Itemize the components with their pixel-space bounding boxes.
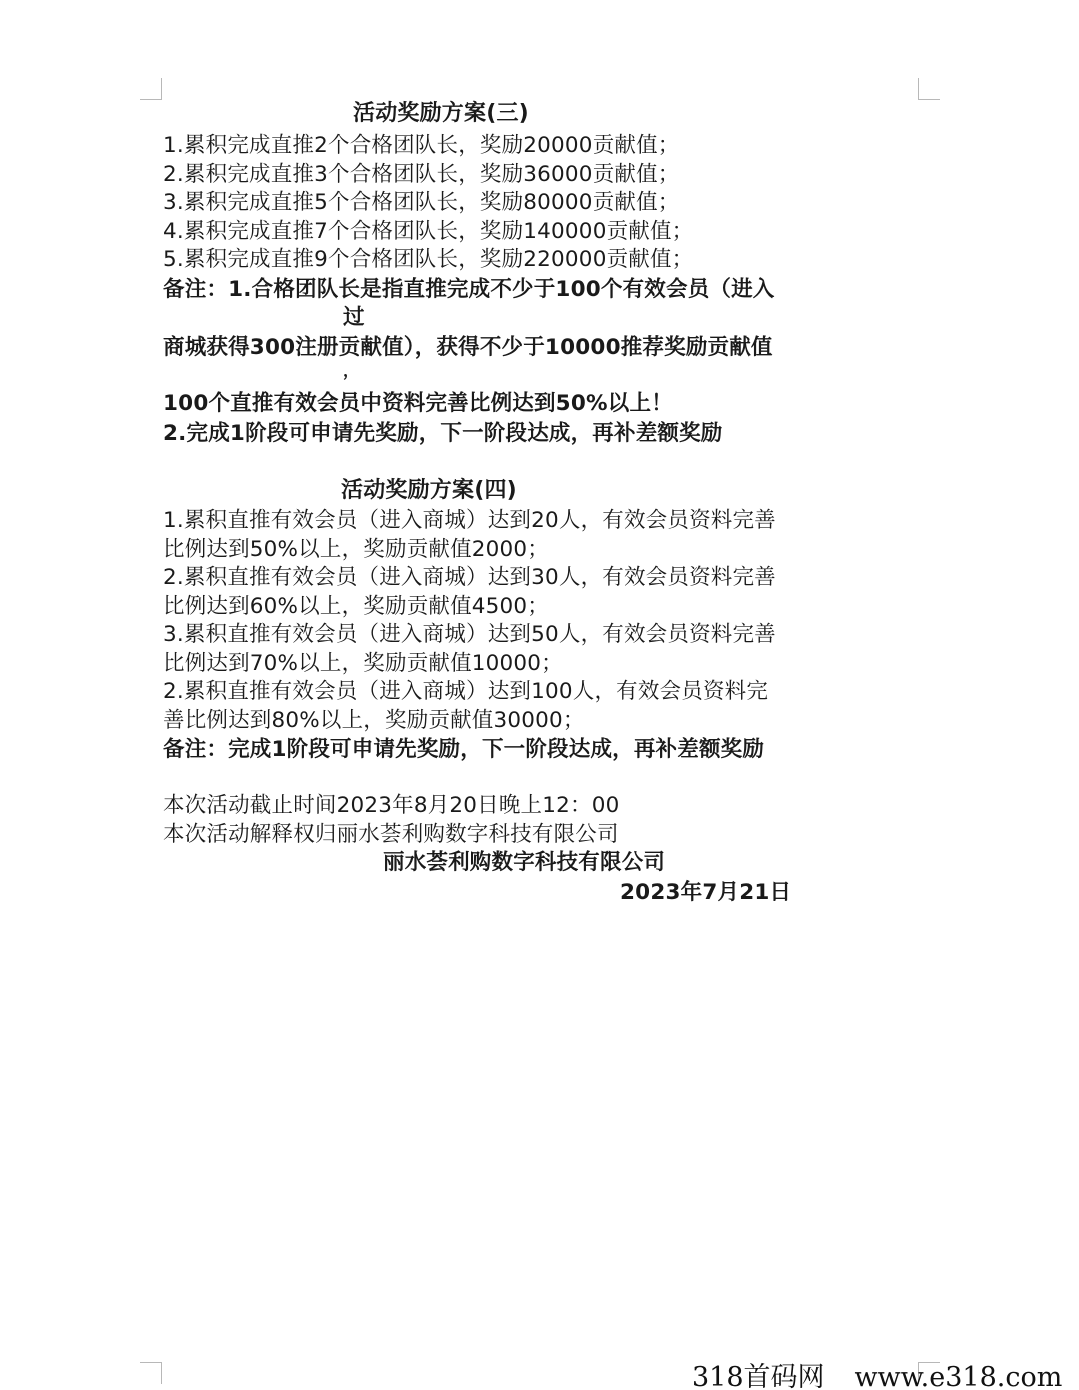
plan4-line-1: 1.累积直推有效会员（进入商城）达到20人，有效会员资料完善 (163, 508, 776, 533)
watermark-site-name: 318首码网 (692, 1362, 825, 1390)
plan3-item-4: 4.累积完成直推7个合格团队长，奖励140000贡献值； (163, 219, 694, 244)
plan3-note-4: 2.完成1阶段可申请先奖励，下一阶段达成，再补差额奖励 (163, 421, 723, 446)
company-signature: 丽水荟利购数字科技有限公司 (383, 850, 666, 875)
plan3-title: 活动奖励方案(三) (353, 101, 529, 126)
crop-mark-top-left (140, 78, 162, 100)
plan3-note-2: 商城获得300注册贡献值），获得不少于10000推荐奖励贡献值 (163, 335, 773, 360)
plan3-note-wrap-2: ， (343, 361, 360, 380)
plan3-note-wrap-1: 过 (343, 305, 365, 330)
deadline-text: 本次活动截止时间2023年8月20日晚上12：00 (163, 793, 620, 818)
plan4-line-3: 2.累积直推有效会员（进入商城）达到30人，有效会员资料完善 (163, 565, 776, 590)
crop-mark-bottom-left (140, 1362, 162, 1384)
plan4-title: 活动奖励方案(四) (341, 478, 517, 503)
rights-text: 本次活动解释权归丽水荟利购数字科技有限公司 (163, 822, 619, 847)
plan3-note-1: 备注：1.合格团队长是指直推完成不少于100个有效会员（进入 (163, 277, 775, 302)
plan4-note: 备注：完成1阶段可申请先奖励，下一阶段达成，再补差额奖励 (163, 737, 765, 762)
plan4-line-5: 3.累积直推有效会员（进入商城）达到50人，有效会员资料完善 (163, 622, 776, 647)
crop-mark-top-right (918, 78, 940, 100)
plan4-line-6: 比例达到70%以上，奖励贡献值10000； (163, 651, 563, 676)
plan4-line-7: 2.累积直推有效会员（进入商城）达到100人，有效会员资料完 (163, 679, 769, 704)
plan3-item-3: 3.累积完成直推5个合格团队长，奖励80000贡献值； (163, 190, 680, 215)
watermark-url: www.e318.com (854, 1362, 1063, 1390)
plan4-line-2: 比例达到50%以上，奖励贡献值2000； (163, 537, 550, 562)
plan3-item-5: 5.累积完成直推9个合格团队长，奖励220000贡献值； (163, 247, 694, 272)
site-watermark (692, 1355, 1062, 1390)
plan3-item-2: 2.累积完成直推3个合格团队长，奖励36000贡献值； (163, 162, 680, 187)
issue-date: 2023年7月21日 (620, 880, 792, 905)
plan4-line-4: 比例达到60%以上，奖励贡献值4500； (163, 594, 550, 619)
plan4-line-8: 善比例达到80%以上，奖励贡献值30000； (163, 708, 585, 733)
plan3-note-3: 100个直推有效会员中资料完善比例达到50%以上！ (163, 391, 673, 416)
plan3-item-1: 1.累积完成直推2个合格团队长，奖励20000贡献值； (163, 133, 680, 158)
